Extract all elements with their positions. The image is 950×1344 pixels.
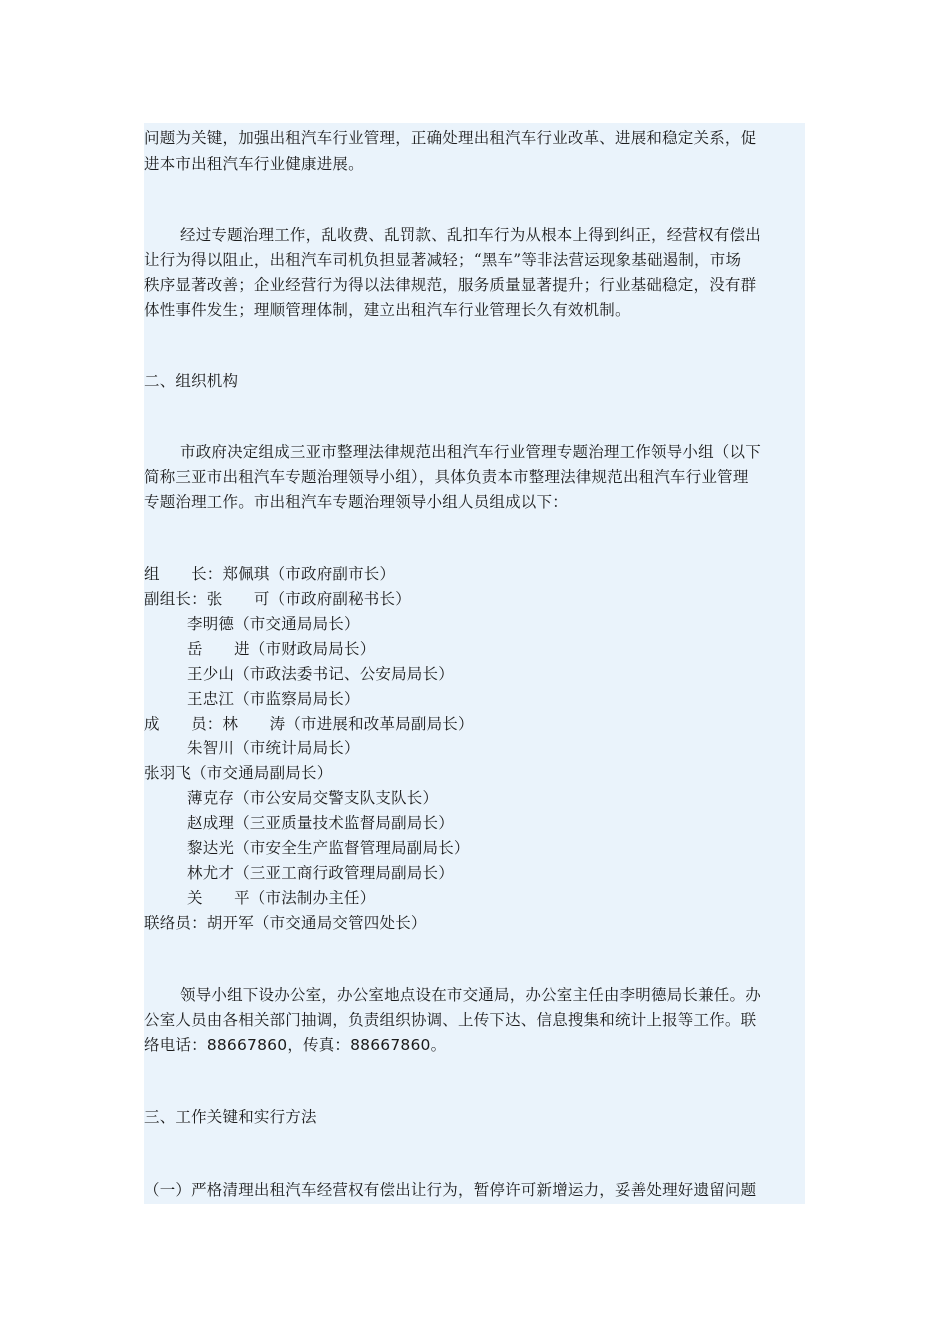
document-body [144, 123, 805, 1204]
phone-number: 88667860 [206, 1036, 288, 1054]
paragraph-line: 秩序显著改善；企业经营行为得以法律规范，服务质量显著提升；行业基础稳定，没有群 [144, 276, 757, 294]
member-line: 岳 进（市财政局局长） [187, 640, 376, 658]
paragraph-line: 简称三亚市出租汽车专题治理领导小组），具体负责本市整理法律规范出租汽车行业管理 [144, 468, 749, 486]
section-heading: 三、工作关键和实行方法 [144, 1108, 317, 1126]
fax-number: 88667860 [350, 1036, 431, 1054]
member-line: 黎达光（市安全生产监督管理局副局长） [187, 839, 470, 857]
paragraph-line: 经过专题治理工作，乱收费、乱罚款、乱扣车行为从根本上得到纠正，经营权有偿出 [180, 226, 761, 244]
paragraph-line: 市政府决定组成三亚市整理法律规范出租汽车行业管理专题治理工作领导小组（以下 [180, 443, 761, 461]
contact-line [144, 1033, 446, 1057]
member-line: 薄克存（市公安局交警支队支队长） [187, 789, 439, 807]
paragraph-line: 领导小组下设办公室，办公室地点设在市交通局，办公室主任由李明德局长兼任。办 [180, 986, 761, 1004]
member-line: 王少山（市政法委书记、公安局局长） [187, 665, 454, 683]
paragraph-line: 进本市出租汽车行业健康进展。 [144, 155, 364, 173]
member-line: 成 员：林 涛（市进展和改革局副局长） [144, 715, 474, 733]
member-line: 张羽飞（市交通局副局长） [144, 764, 333, 782]
member-line: 关 平（市法制办主任） [187, 889, 376, 907]
member-line: 林尤才（三亚工商行政管理局副局长） [187, 864, 454, 882]
member-line: 赵成理（三亚质量技术监督局副局长） [187, 814, 454, 832]
member-line: 副组长：张 可（市政府副秘书长） [144, 590, 411, 608]
member-line: 李明德（市交通局局长） [187, 615, 360, 633]
list-item: （一）严格清理出租汽车经营权有偿出让行为，暂停许可新增运力，妥善处理好遗留问题 [144, 1181, 757, 1199]
paragraph-line: 让行为得以阻止，出租汽车司机负担显著减轻；“黑车”等非法营运现象基础遏制，市场 [144, 251, 742, 269]
paragraph-line: 问题为关键，加强出租汽车行业管理，正确处理出租汽车行业改革、进展和稳定关系，促 [144, 129, 757, 147]
phone-label: 络电话： [144, 1036, 207, 1054]
member-line: 联络员：胡开军（市交通局交管四处长） [144, 914, 427, 932]
member-line: 朱智川（市统计局局长） [187, 739, 360, 757]
fax-label: ，传真： [287, 1036, 351, 1054]
member-line: 组 长：郑佩琪（市政府副市长） [144, 565, 396, 583]
paragraph-line: 专题治理工作。市出租汽车专题治理领导小组人员组成以下： [144, 493, 568, 511]
member-line: 王忠江（市监察局局长） [187, 690, 360, 708]
paragraph-line: 公室人员由各相关部门抽调，负责组织协调、上传下达、信息搜集和统计上报等工作。联 [144, 1011, 757, 1029]
period: 。 [430, 1036, 447, 1054]
section-heading: 二、组织机构 [144, 372, 239, 390]
paragraph-line: 体性事件发生；理顺管理体制，建立出租汽车行业管理长久有效机制。 [144, 301, 631, 319]
